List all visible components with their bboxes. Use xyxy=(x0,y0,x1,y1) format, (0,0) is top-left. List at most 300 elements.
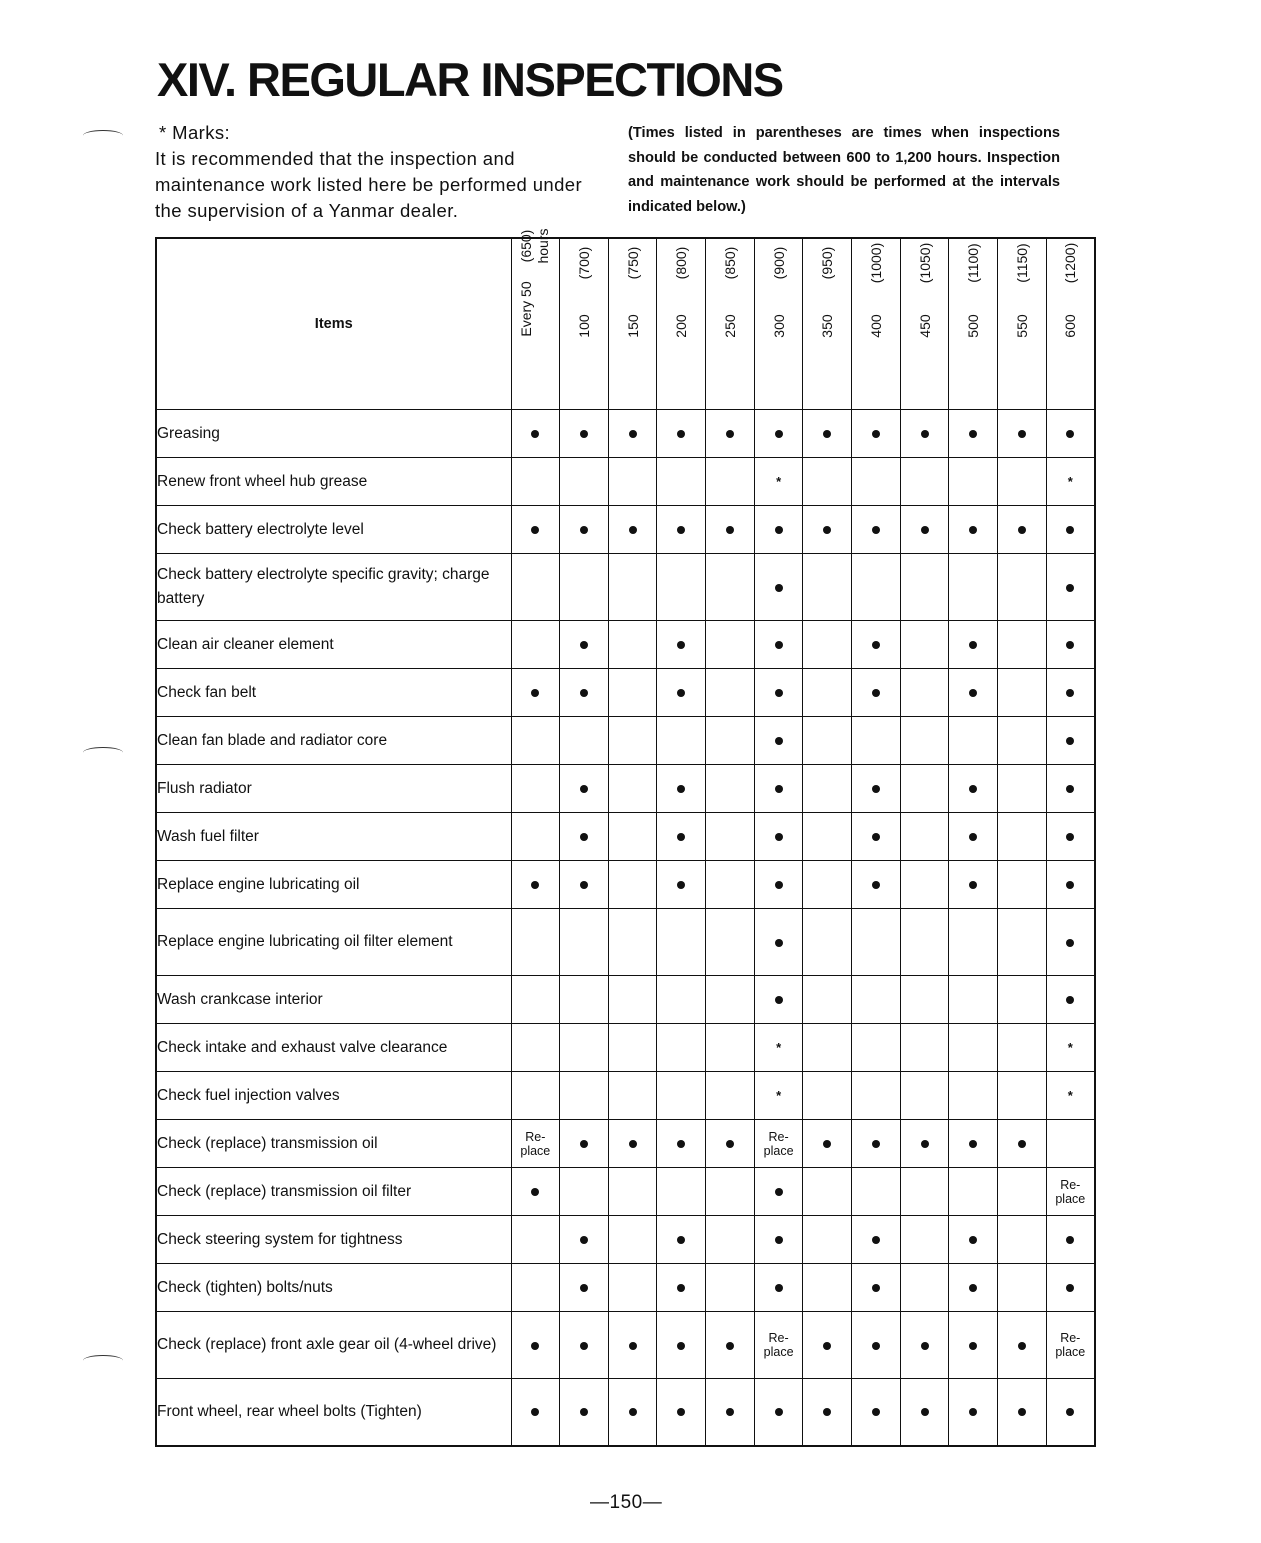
inspection-item: Check steering system for tightness xyxy=(156,1216,511,1264)
schedule-cell xyxy=(803,554,852,621)
required-dot-icon xyxy=(1018,1140,1026,1148)
interval-header xyxy=(803,238,852,410)
schedule-cell xyxy=(657,717,706,765)
interval-header xyxy=(706,238,755,410)
required-dot-icon xyxy=(969,1140,977,1148)
schedule-cell xyxy=(900,410,949,458)
required-dot-icon xyxy=(1066,526,1074,534)
required-dot-icon xyxy=(823,1342,831,1350)
schedule-cell xyxy=(998,1216,1047,1264)
required-dot-icon xyxy=(921,1140,929,1148)
schedule-cell xyxy=(803,813,852,861)
required-dot-icon xyxy=(775,430,783,438)
schedule-cell xyxy=(706,506,755,554)
required-dot-icon xyxy=(580,1284,588,1292)
interval-extended-hours: (650) xyxy=(518,229,535,263)
marks-label: * Marks: xyxy=(159,122,231,143)
required-dot-icon xyxy=(629,1140,637,1148)
schedule-cell xyxy=(608,621,657,669)
required-dot-icon xyxy=(677,881,685,889)
replace-label: Re- place xyxy=(763,1331,794,1359)
schedule-cell xyxy=(754,1072,803,1120)
interval-hours: 100 xyxy=(575,314,592,338)
required-dot-icon xyxy=(1066,1284,1074,1292)
schedule-cell xyxy=(511,717,560,765)
schedule-cell xyxy=(511,669,560,717)
schedule-cell xyxy=(608,813,657,861)
dealer-asterisk-icon: * xyxy=(776,1088,782,1103)
schedule-cell xyxy=(608,669,657,717)
schedule-cell xyxy=(803,1168,852,1216)
schedule-cell xyxy=(560,410,609,458)
schedule-cell xyxy=(852,621,901,669)
schedule-cell xyxy=(560,458,609,506)
schedule-cell xyxy=(706,621,755,669)
required-dot-icon xyxy=(1066,833,1074,841)
binding-mark-top xyxy=(83,130,123,141)
schedule-cell xyxy=(608,976,657,1024)
schedule-cell xyxy=(949,765,998,813)
schedule-cell xyxy=(706,861,755,909)
schedule-cell xyxy=(560,813,609,861)
schedule-cell xyxy=(852,1120,901,1168)
schedule-cell xyxy=(511,909,560,976)
schedule-cell xyxy=(657,1312,706,1379)
schedule-cell xyxy=(998,909,1047,976)
dealer-asterisk-icon: * xyxy=(776,474,782,489)
required-dot-icon xyxy=(775,526,783,534)
interval-header xyxy=(754,238,803,410)
table-row xyxy=(156,861,1095,909)
required-dot-icon xyxy=(677,1342,685,1350)
schedule-cell xyxy=(754,976,803,1024)
interval-hours: 300 xyxy=(770,314,787,338)
table-row xyxy=(156,458,1095,506)
schedule-cell xyxy=(706,1168,755,1216)
schedule-cell xyxy=(1046,765,1095,813)
table-row xyxy=(156,1216,1095,1264)
schedule-cell xyxy=(949,1120,998,1168)
schedule-cell xyxy=(998,554,1047,621)
required-dot-icon xyxy=(775,833,783,841)
inspection-item: Check (replace) transmission oil filter xyxy=(156,1168,511,1216)
schedule-cell xyxy=(608,909,657,976)
schedule-cell xyxy=(706,909,755,976)
replace-label: Re- place xyxy=(1055,1331,1086,1359)
interval-hours: Every 50 xyxy=(518,281,535,337)
required-dot-icon xyxy=(823,430,831,438)
schedule-cell xyxy=(754,410,803,458)
schedule-cell xyxy=(511,410,560,458)
schedule-cell xyxy=(560,1312,609,1379)
required-dot-icon xyxy=(775,1236,783,1244)
required-dot-icon xyxy=(580,881,588,889)
required-dot-icon xyxy=(726,1408,734,1416)
schedule-cell xyxy=(852,909,901,976)
required-dot-icon xyxy=(726,1140,734,1148)
schedule-cell xyxy=(657,669,706,717)
required-dot-icon xyxy=(872,1284,880,1292)
schedule-cell xyxy=(900,813,949,861)
schedule-cell xyxy=(754,554,803,621)
schedule-cell xyxy=(1046,1120,1095,1168)
schedule-cell xyxy=(608,861,657,909)
schedule-cell xyxy=(706,1216,755,1264)
schedule-cell xyxy=(949,669,998,717)
schedule-cell xyxy=(657,1120,706,1168)
interval-extended-hours: (750) xyxy=(624,246,641,280)
schedule-cell xyxy=(803,976,852,1024)
schedule-cell xyxy=(560,765,609,813)
items-header: Items xyxy=(156,238,511,410)
schedule-cell xyxy=(998,1379,1047,1446)
required-dot-icon xyxy=(775,881,783,889)
interval-header xyxy=(1046,238,1095,410)
schedule-cell xyxy=(949,861,998,909)
schedule-cell xyxy=(706,765,755,813)
schedule-cell xyxy=(511,621,560,669)
replace-label: Re- place xyxy=(1055,1177,1086,1206)
schedule-cell xyxy=(1046,1024,1095,1072)
schedule-cell xyxy=(900,717,949,765)
schedule-cell xyxy=(900,1120,949,1168)
table-row xyxy=(156,1024,1095,1072)
schedule-cell xyxy=(754,909,803,976)
required-dot-icon xyxy=(872,1140,880,1148)
schedule-cell xyxy=(1046,1216,1095,1264)
required-dot-icon xyxy=(872,430,880,438)
table-row xyxy=(156,717,1095,765)
required-dot-icon xyxy=(677,641,685,649)
interval-extended-hours: (850) xyxy=(721,246,738,280)
inspection-table xyxy=(155,228,1096,1447)
interval-header xyxy=(657,238,706,410)
schedule-cell xyxy=(657,554,706,621)
schedule-cell xyxy=(608,1072,657,1120)
schedule-cell xyxy=(949,458,998,506)
schedule-cell xyxy=(706,1379,755,1446)
schedule-cell xyxy=(949,506,998,554)
schedule-cell xyxy=(852,1312,901,1379)
required-dot-icon xyxy=(872,689,880,697)
required-dot-icon xyxy=(969,1342,977,1350)
required-dot-icon xyxy=(629,430,637,438)
required-dot-icon xyxy=(775,1408,783,1416)
inspection-item: Check (tighten) bolts/nuts xyxy=(156,1264,511,1312)
schedule-cell xyxy=(608,554,657,621)
schedule-cell xyxy=(511,1024,560,1072)
required-dot-icon xyxy=(969,430,977,438)
schedule-cell xyxy=(852,1379,901,1446)
schedule-cell xyxy=(754,861,803,909)
required-dot-icon xyxy=(921,526,929,534)
schedule-cell xyxy=(900,976,949,1024)
required-dot-icon xyxy=(1066,1408,1074,1416)
schedule-cell xyxy=(657,1264,706,1312)
required-dot-icon xyxy=(775,689,783,697)
inspection-item: Check fuel injection valves xyxy=(156,1072,511,1120)
schedule-cell xyxy=(803,1120,852,1168)
schedule-cell xyxy=(949,554,998,621)
required-dot-icon xyxy=(969,881,977,889)
schedule-cell xyxy=(657,410,706,458)
schedule-cell xyxy=(900,669,949,717)
required-dot-icon xyxy=(872,1408,880,1416)
interval-header xyxy=(949,238,998,410)
interval-extended-hours: (800) xyxy=(673,246,690,280)
required-dot-icon xyxy=(775,737,783,745)
schedule-cell xyxy=(706,669,755,717)
schedule-cell xyxy=(998,1168,1047,1216)
required-dot-icon xyxy=(629,1408,637,1416)
schedule-cell xyxy=(900,1379,949,1446)
replace-label: Re- place xyxy=(763,1129,794,1158)
table-row xyxy=(156,410,1095,458)
schedule-cell xyxy=(657,621,706,669)
table-body xyxy=(156,410,1095,1446)
inspection-item: Check (replace) front axle gear oil (4-wheel drive) xyxy=(156,1312,511,1379)
required-dot-icon xyxy=(726,1342,734,1350)
required-dot-icon xyxy=(872,1342,880,1350)
schedule-cell xyxy=(754,621,803,669)
required-dot-icon xyxy=(580,1140,588,1148)
schedule-cell xyxy=(608,1024,657,1072)
schedule-cell xyxy=(1046,506,1095,554)
schedule-cell xyxy=(900,554,949,621)
schedule-cell xyxy=(803,1024,852,1072)
replace-label: Re- place xyxy=(520,1129,551,1158)
schedule-cell xyxy=(998,1072,1047,1120)
table-row xyxy=(156,1379,1095,1446)
schedule-cell xyxy=(511,1312,560,1379)
schedule-cell xyxy=(754,1024,803,1072)
schedule-cell xyxy=(803,669,852,717)
schedule-cell xyxy=(949,1024,998,1072)
required-dot-icon xyxy=(677,785,685,793)
required-dot-icon xyxy=(775,584,783,592)
schedule-cell xyxy=(511,765,560,813)
schedule-cell xyxy=(852,1216,901,1264)
schedule-cell xyxy=(949,909,998,976)
required-dot-icon xyxy=(677,1408,685,1416)
schedule-cell xyxy=(803,1312,852,1379)
schedule-cell xyxy=(852,1264,901,1312)
schedule-cell xyxy=(1046,909,1095,976)
inspection-item: Flush radiator xyxy=(156,765,511,813)
schedule-cell xyxy=(608,1120,657,1168)
schedule-cell xyxy=(706,554,755,621)
table-row xyxy=(156,506,1095,554)
schedule-cell xyxy=(608,506,657,554)
interval-unit: hours xyxy=(535,228,552,264)
schedule-cell xyxy=(949,813,998,861)
required-dot-icon xyxy=(1066,1236,1074,1244)
schedule-cell xyxy=(949,410,998,458)
schedule-cell xyxy=(754,1264,803,1312)
schedule-cell xyxy=(1046,554,1095,621)
schedule-cell xyxy=(998,1120,1047,1168)
required-dot-icon xyxy=(677,833,685,841)
schedule-cell xyxy=(900,1312,949,1379)
schedule-cell xyxy=(560,861,609,909)
schedule-cell xyxy=(900,861,949,909)
schedule-cell xyxy=(560,506,609,554)
schedule-cell xyxy=(803,909,852,976)
schedule-cell xyxy=(754,1379,803,1446)
required-dot-icon xyxy=(580,689,588,697)
table-row xyxy=(156,976,1095,1024)
required-dot-icon xyxy=(677,526,685,534)
schedule-cell xyxy=(754,813,803,861)
required-dot-icon xyxy=(969,833,977,841)
interval-hours: 200 xyxy=(673,314,690,338)
schedule-cell xyxy=(803,410,852,458)
table-row xyxy=(156,1072,1095,1120)
required-dot-icon xyxy=(580,833,588,841)
table-row xyxy=(156,909,1095,976)
interval-extended-hours: (1100) xyxy=(965,243,982,283)
schedule-cell xyxy=(560,669,609,717)
schedule-cell xyxy=(511,1264,560,1312)
required-dot-icon xyxy=(775,1188,783,1196)
schedule-cell xyxy=(657,506,706,554)
schedule-cell xyxy=(949,1379,998,1446)
schedule-cell xyxy=(949,1264,998,1312)
schedule-cell xyxy=(803,1072,852,1120)
schedule-cell xyxy=(803,861,852,909)
required-dot-icon xyxy=(969,785,977,793)
schedule-cell xyxy=(1046,1168,1095,1216)
schedule-cell xyxy=(560,554,609,621)
schedule-cell xyxy=(706,1024,755,1072)
schedule-cell xyxy=(900,1168,949,1216)
required-dot-icon xyxy=(531,1342,539,1350)
schedule-cell xyxy=(511,1216,560,1264)
schedule-cell xyxy=(998,1264,1047,1312)
required-dot-icon xyxy=(677,1140,685,1148)
schedule-cell xyxy=(1046,813,1095,861)
required-dot-icon xyxy=(629,526,637,534)
required-dot-icon xyxy=(580,1408,588,1416)
required-dot-icon xyxy=(1066,939,1074,947)
required-dot-icon xyxy=(872,833,880,841)
schedule-cell xyxy=(608,1216,657,1264)
inspection-item: Check fan belt xyxy=(156,669,511,717)
interval-header xyxy=(998,238,1047,410)
recommendation-text: It is recommended that the inspection and maintenance work listed here be performed under the supervision of a Yanmar dealer. xyxy=(155,148,583,221)
schedule-cell xyxy=(949,1072,998,1120)
schedule-cell xyxy=(560,1024,609,1072)
table-row xyxy=(156,1168,1095,1216)
required-dot-icon xyxy=(726,430,734,438)
table-row xyxy=(156,554,1095,621)
schedule-cell xyxy=(900,1072,949,1120)
schedule-cell xyxy=(511,861,560,909)
inspection-item: Replace engine lubricating oil filter element xyxy=(156,909,511,976)
schedule-cell xyxy=(511,1072,560,1120)
interval-extended-hours: (1200) xyxy=(1062,242,1079,284)
interval-hours: 500 xyxy=(965,314,982,338)
schedule-cell xyxy=(900,1216,949,1264)
schedule-cell xyxy=(608,458,657,506)
schedule-cell xyxy=(852,717,901,765)
required-dot-icon xyxy=(775,939,783,947)
schedule-cell xyxy=(754,458,803,506)
required-dot-icon xyxy=(1018,1408,1026,1416)
schedule-cell xyxy=(560,1216,609,1264)
schedule-cell xyxy=(852,1024,901,1072)
required-dot-icon xyxy=(823,1408,831,1416)
required-dot-icon xyxy=(1018,1342,1026,1350)
schedule-cell xyxy=(852,506,901,554)
schedule-cell xyxy=(706,1264,755,1312)
inspection-item: Front wheel, rear wheel bolts (Tighten) xyxy=(156,1379,511,1446)
required-dot-icon xyxy=(677,689,685,697)
schedule-cell xyxy=(803,1264,852,1312)
required-dot-icon xyxy=(629,1342,637,1350)
required-dot-icon xyxy=(872,881,880,889)
required-dot-icon xyxy=(1066,641,1074,649)
interval-extended-hours: (1150) xyxy=(1013,243,1030,283)
required-dot-icon xyxy=(969,641,977,649)
schedule-cell xyxy=(803,717,852,765)
schedule-cell xyxy=(852,1072,901,1120)
interval-header xyxy=(560,238,609,410)
schedule-cell xyxy=(949,1312,998,1379)
schedule-cell xyxy=(608,1312,657,1379)
schedule-cell xyxy=(706,1072,755,1120)
schedule-cell xyxy=(852,976,901,1024)
schedule-cell xyxy=(511,1120,560,1168)
schedule-cell xyxy=(608,410,657,458)
inspection-item: Wash crankcase interior xyxy=(156,976,511,1024)
header-row xyxy=(156,238,1095,410)
schedule-cell xyxy=(852,410,901,458)
schedule-cell xyxy=(754,506,803,554)
required-dot-icon xyxy=(921,430,929,438)
schedule-cell xyxy=(803,765,852,813)
schedule-cell xyxy=(560,1072,609,1120)
schedule-cell xyxy=(706,1120,755,1168)
interval-header xyxy=(511,228,560,410)
required-dot-icon xyxy=(531,430,539,438)
inspection-item: Check intake and exhaust valve clearance xyxy=(156,1024,511,1072)
schedule-cell xyxy=(560,1120,609,1168)
schedule-cell xyxy=(754,669,803,717)
interval-hours: 400 xyxy=(867,314,884,338)
schedule-cell xyxy=(511,458,560,506)
interval-hours: 600 xyxy=(1062,314,1079,338)
required-dot-icon xyxy=(872,785,880,793)
schedule-cell xyxy=(608,765,657,813)
interval-note: (Times listed in parentheses are times when inspections should be conducted between 600 to 1,200 hours. Inspection and maintenance work should be performed at the intervals indicated below.) xyxy=(628,125,1060,215)
schedule-cell xyxy=(706,458,755,506)
schedule-cell xyxy=(560,1264,609,1312)
schedule-cell xyxy=(852,554,901,621)
inspection-item: Clean fan blade and radiator core xyxy=(156,717,511,765)
interval-hours: 250 xyxy=(721,314,738,338)
required-dot-icon xyxy=(726,526,734,534)
schedule-cell xyxy=(803,506,852,554)
schedule-cell xyxy=(657,765,706,813)
required-dot-icon xyxy=(1066,430,1074,438)
table-row xyxy=(156,765,1095,813)
schedule-cell xyxy=(998,813,1047,861)
required-dot-icon xyxy=(531,1408,539,1416)
required-dot-icon xyxy=(969,526,977,534)
schedule-cell xyxy=(657,909,706,976)
schedule-cell xyxy=(511,813,560,861)
